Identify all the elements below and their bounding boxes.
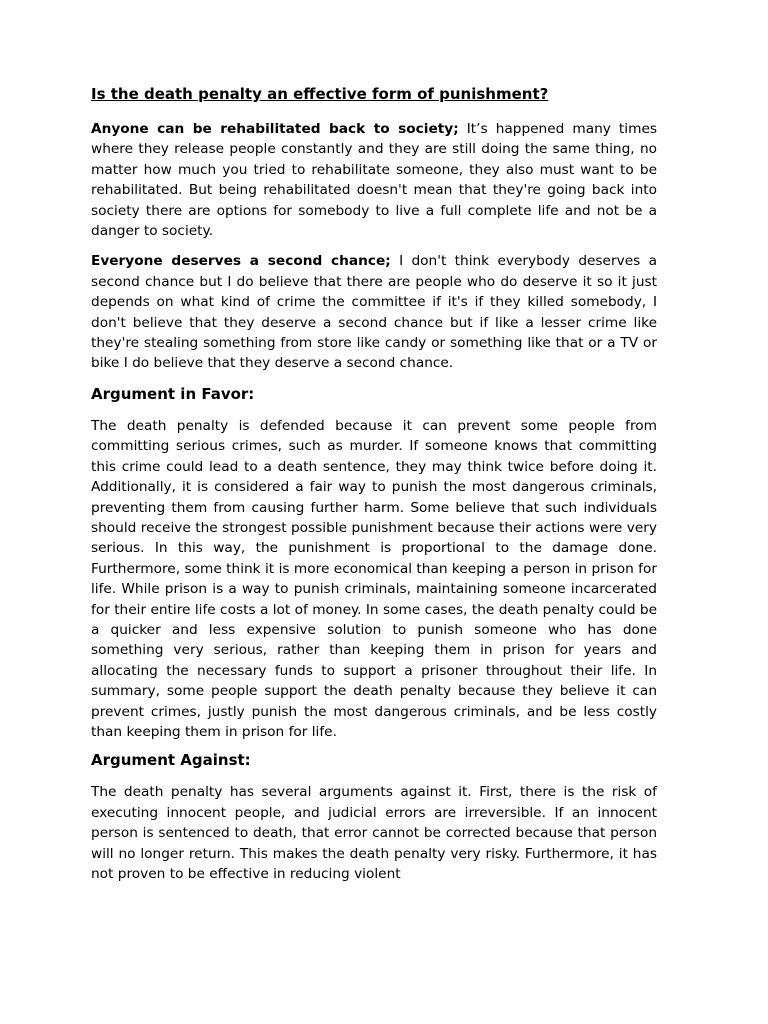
paragraph-text: It’s happened many times where they release people constantly and they are still doing the same thing, no matter how much you tried to rehabilitate someone, they also must want to be rehabilitated. But being rehabilitated doesn't mean that they're going back into society there are options for somebody to live a full complete life and not be a danger to society.	[91, 121, 657, 240]
paragraph-lead: Everyone deserves a second chance;	[91, 253, 391, 270]
paragraph-second-chance	[91, 251, 657, 373]
heading-argument-in-favor: Argument in Favor:	[91, 384, 255, 403]
paragraph-favor: The death penalty is defended because it can prevent some people from committing serious crimes, such as murder. If someone knows that committing this crime could lead to a death sentence, they may think twice before doing it. Additionally, it is considered a fair way to punish the most dangerous criminals, preventing them from causing further harm. Some believe that such individuals should receive the strongest possible punishment because their actions were very serious. In this way, the punishment is proportional to the damage done. Furthermore, some think it is more economical than keeping a person in prison for life. While prison is a way to punish criminals, maintaining someone incarcerated for their entire life costs a lot of money. In some cases, the death penalty could be a quicker and less expensive solution to punish someone who has done something very serious, rather than keeping them in prison for years and allocating the necessary funds to support a prisoner throughout their life. In summary, some people support the death penalty because they believe it can prevent crimes, justly punish the most dangerous criminals, and be less costly than keeping them in prison for life.	[91, 417, 657, 740]
paragraph-rehabilitation	[91, 119, 657, 241]
paragraph-against: The death penalty has several arguments against it. First, there is the risk of executing innocent people, and judicial errors are irreversible. If an innocent person is sentenced to death, that error cannot be corrected because that person will no longer return. This makes the death penalty very risky. Furthermore, it has not proven to be effective in reducing violent	[91, 784, 657, 882]
paragraph-lead: Anyone can be rehabilitated back to society;	[91, 121, 459, 137]
document-page	[91, 84, 657, 884]
document-title: Is the death penalty an effective form of punishment?	[91, 85, 549, 103]
heading-argument-against: Argument Against:	[91, 751, 251, 770]
paragraph-text: I don't think everybody deserves a second chance but I do believe that there are people who do deserve it so it just depends on what kind of crime the committee if it's if they killed somebody, I don't believe that they deserve a second chance but if like a lesser crime like they're stealing something from store like candy or something like that or a TV or bike I do believe that they deserve a second chance.	[91, 253, 657, 372]
